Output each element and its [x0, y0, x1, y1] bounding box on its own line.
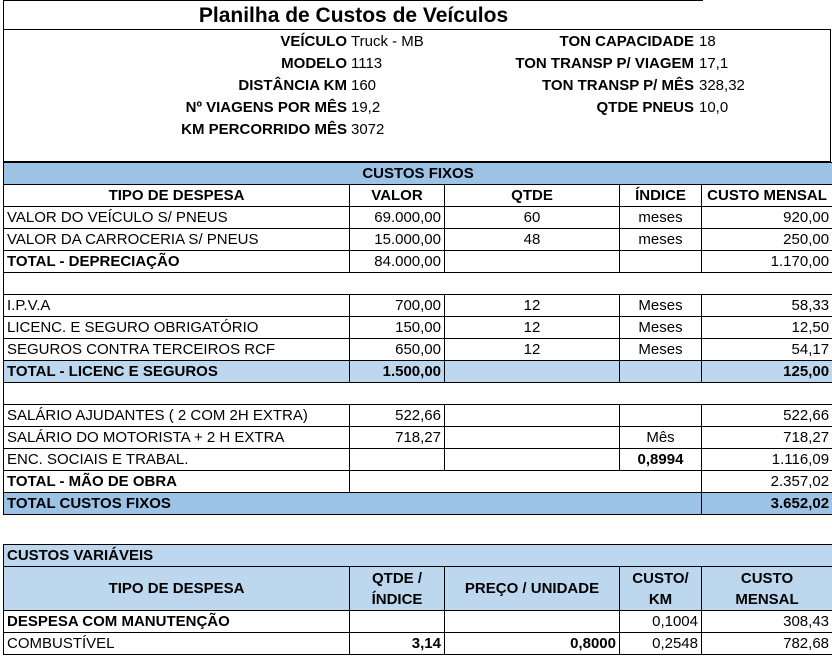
- cell-indice: meses: [620, 229, 702, 251]
- cell-tipo: COMBUSTÍVEL: [4, 633, 350, 655]
- cell-qtde: [350, 611, 445, 633]
- cell-tipo: TOTAL - DEPRECIAÇÃO: [4, 251, 350, 273]
- cell-custo: 2.357,02: [702, 471, 832, 493]
- modelo-value: 1113: [351, 55, 383, 72]
- cell-custo: 920,00: [702, 207, 832, 229]
- cell-qtde: 12: [445, 317, 620, 339]
- col-custo-mensal-line2: MENSAL: [735, 590, 799, 608]
- cell-custo: 1.116,09: [702, 449, 832, 471]
- cell-valor: 150,00: [350, 317, 445, 339]
- cell-tipo: TOTAL - LICENC E SEGUROS: [4, 361, 350, 383]
- km-value: 3072: [351, 121, 385, 138]
- col-qtde-indice: [350, 567, 445, 611]
- cell-qtde: 60: [445, 207, 620, 229]
- col-tipo: TIPO DE DESPESA: [4, 567, 350, 611]
- pneus-label: QTDE PNEUS: [596, 99, 694, 116]
- col-custo-km: [620, 567, 702, 611]
- ton-cap-label: TON CAPACIDADE: [559, 33, 694, 50]
- cell-custo-km: 0,2548: [620, 633, 702, 655]
- cell-valor: 700,00: [350, 295, 445, 317]
- cell-custo-mensal: 308,43: [702, 611, 832, 633]
- cell-custo: 12,50: [702, 317, 832, 339]
- cell-custo: 125,00: [702, 361, 832, 383]
- veiculo-row: [4, 31, 347, 53]
- cell-custo: 58,33: [702, 295, 832, 317]
- col-tipo: TIPO DE DESPESA: [4, 185, 350, 207]
- cell-indice: 0,8994: [620, 449, 702, 471]
- cell-valor: 718,27: [350, 427, 445, 449]
- cell-custo: 3.652,02: [702, 493, 832, 515]
- fixed-costs-table: [3, 162, 832, 515]
- table-row: [4, 449, 832, 471]
- cell-valor: 1.500,00: [350, 361, 445, 383]
- cell-custo: 250,00: [702, 229, 832, 251]
- cell-indice: [620, 405, 702, 427]
- cell-custo: 54,17: [702, 339, 832, 361]
- col-qtde-line1: QTDE /: [371, 569, 422, 587]
- total-licenc-row: [4, 361, 832, 383]
- cell-tipo: LICENC. E SEGURO OBRIGATÓRIO: [4, 317, 350, 339]
- col-qtde: QTDE: [445, 185, 620, 207]
- distancia-value: 160: [351, 77, 377, 94]
- cell-custo: 522,66: [702, 405, 832, 427]
- cell-qtde: [445, 449, 620, 471]
- cell-qtde: [445, 405, 620, 427]
- km-label: KM PERCORRIDO MÊS: [181, 121, 347, 138]
- cell-tipo: VALOR DA CARROCERIA S/ PNEUS: [4, 229, 350, 251]
- page-title: Planilha de Custos de Veículos: [3, 0, 703, 30]
- cell-custo-mensal: 782,68: [702, 633, 832, 655]
- col-custo-mensal: CUSTO MENSAL: [702, 185, 832, 207]
- cell-tipo: ENC. SOCIAIS E TRABAL.: [4, 449, 350, 471]
- cell-qtde: 12: [445, 339, 620, 361]
- veiculo-label: VEÍCULO: [280, 33, 347, 50]
- modelo-label: MODELO: [281, 55, 347, 72]
- cell-preco: [445, 611, 620, 633]
- cell-qtde: 12: [445, 295, 620, 317]
- cell-custo-km: 0,1004: [620, 611, 702, 633]
- cell-indice: Meses: [620, 295, 702, 317]
- total-depreciacao-row: [4, 251, 832, 273]
- col-valor: VALOR: [350, 185, 445, 207]
- ton-mes-value: 328,32: [699, 77, 745, 94]
- cell-qtde: 48: [445, 229, 620, 251]
- cell-qtde: [445, 427, 620, 449]
- ton-viagem-label: TON TRANSP P/ VIAGEM: [515, 55, 694, 72]
- cell-custo: 1.170,00: [702, 251, 832, 273]
- table-row: [4, 229, 832, 251]
- cell-indice: Meses: [620, 317, 702, 339]
- col-custo-km-line2: KM: [648, 590, 673, 608]
- total-fixos-row: [4, 493, 832, 515]
- col-custo-mensal: [702, 567, 832, 611]
- fixed-costs-title: CUSTOS FIXOS: [4, 163, 832, 185]
- cell-valor: 84.000,00: [350, 251, 445, 273]
- col-preco: PREÇO / UNIDADE: [445, 567, 620, 611]
- col-custo-km-line1: CUSTO/: [632, 569, 689, 587]
- cell-custo: 718,27: [702, 427, 832, 449]
- viagens-label: Nº VIAGENS POR MÊS: [185, 99, 347, 116]
- cell-preco: 0,8000: [445, 633, 620, 655]
- cell-tipo: DESPESA COM MANUTENÇÃO: [4, 611, 350, 633]
- spacer-row: [4, 273, 832, 295]
- cell-valor: 650,00: [350, 339, 445, 361]
- cell-valor: [350, 449, 445, 471]
- table-row: [4, 633, 832, 655]
- distancia-label: DISTÂNCIA KM: [238, 77, 347, 94]
- col-indice: ÍNDICE: [620, 185, 702, 207]
- cell-tipo: TOTAL - MÃO DE OBRA: [4, 471, 350, 493]
- veiculo-value: Truck - MB: [351, 33, 424, 50]
- table-row: [4, 207, 832, 229]
- pneus-value: 10,0: [699, 99, 729, 116]
- variable-costs-title: CUSTOS VARIÁVEIS: [4, 545, 832, 567]
- cell-indice: Mês: [620, 427, 702, 449]
- cell-tipo: I.P.V.A: [4, 295, 350, 317]
- table-row: [4, 295, 832, 317]
- cell-tipo: SALÁRIO DO MOTORISTA + 2 H EXTRA: [4, 427, 350, 449]
- total-mao-obra-row: [4, 471, 832, 493]
- ton-mes-label: TON TRANSP P/ MÊS: [542, 77, 694, 94]
- spacer-row: [4, 383, 832, 405]
- cell-tipo: SEGUROS CONTRA TERCEIROS RCF: [4, 339, 350, 361]
- viagens-value: 19,2: [351, 99, 381, 116]
- cell-valor: 15.000,00: [350, 229, 445, 251]
- table-row: [4, 339, 832, 361]
- cell-qtde: 3,14: [350, 633, 445, 655]
- vehicle-info: [3, 29, 831, 162]
- cell-indice: meses: [620, 207, 702, 229]
- ton-cap-value: 18: [699, 33, 716, 50]
- ton-viagem-value: 17,1: [699, 55, 729, 72]
- table-row: [4, 611, 832, 633]
- table-row: [4, 405, 832, 427]
- variable-costs-table: [3, 544, 832, 655]
- table-row: [4, 317, 832, 339]
- cell-tipo: VALOR DO VEÍCULO S/ PNEUS: [4, 207, 350, 229]
- table-row: [4, 427, 832, 449]
- cell-valor: 69.000,00: [350, 207, 445, 229]
- col-qtde-line2: ÍNDICE: [371, 590, 423, 608]
- cell-indice: Meses: [620, 339, 702, 361]
- cell-tipo: TOTAL CUSTOS FIXOS: [4, 493, 702, 515]
- cell-valor: 522,66: [350, 405, 445, 427]
- cell-tipo: SALÁRIO AJUDANTES ( 2 COM 2H EXTRA): [4, 405, 350, 427]
- col-custo-mensal-line1: CUSTO: [740, 569, 794, 587]
